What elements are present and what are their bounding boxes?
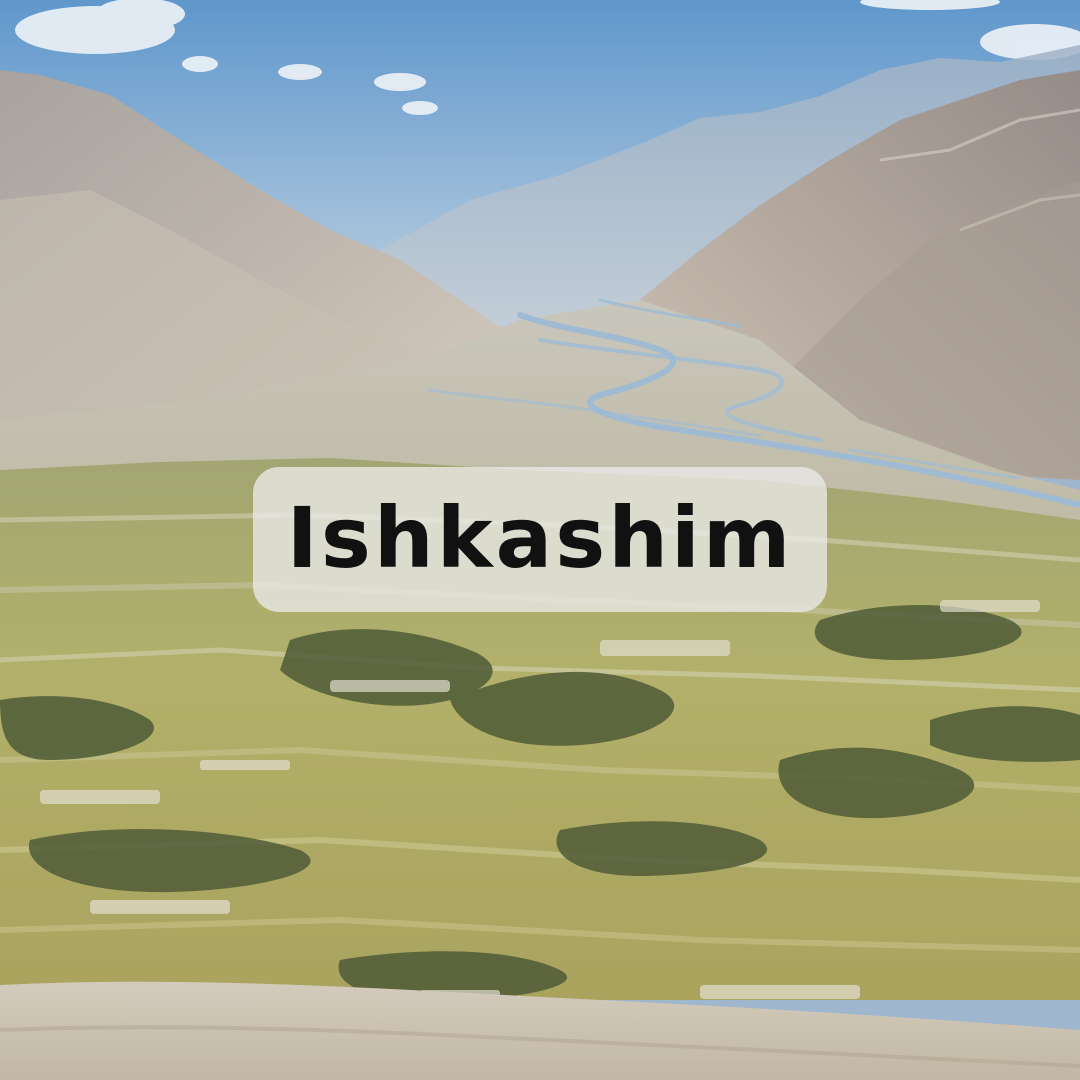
caption-card — [253, 467, 827, 612]
location-title: Ishkashim — [286, 488, 794, 587]
